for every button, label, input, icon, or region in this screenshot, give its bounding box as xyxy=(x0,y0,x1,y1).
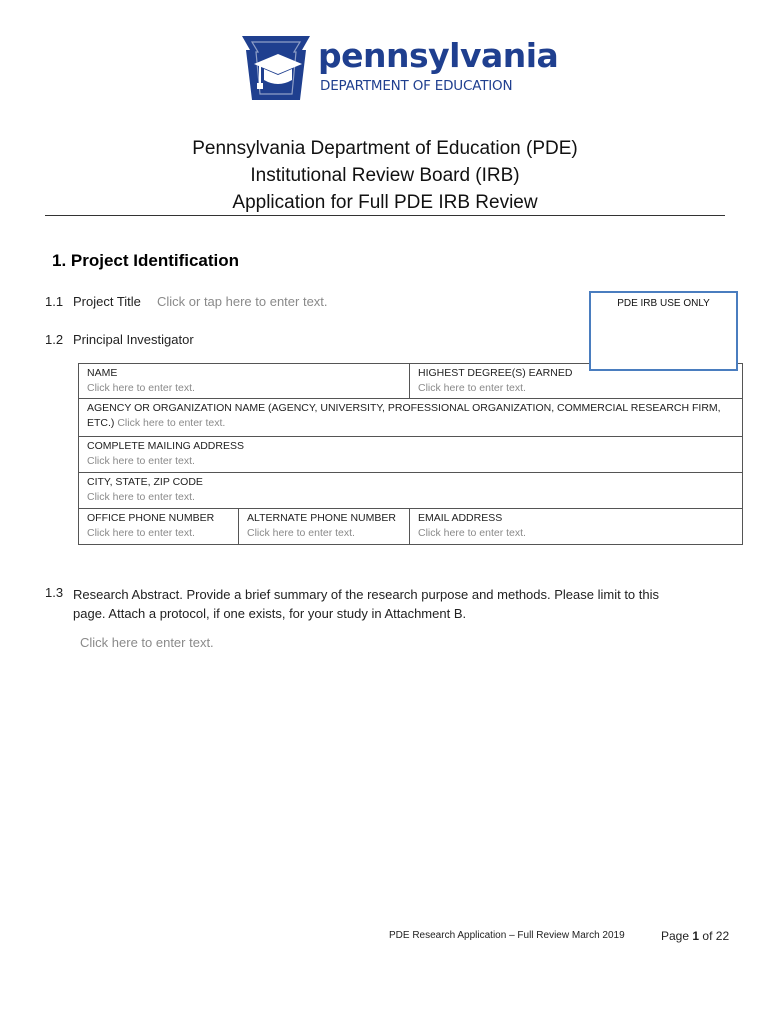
logo-wordmark: pennsylvania xyxy=(318,36,559,75)
pi-email-label: EMAIL ADDRESS xyxy=(418,512,503,524)
pde-logo xyxy=(240,30,559,105)
footer-page-total: 22 xyxy=(715,929,730,943)
project-title-number: 1.1 xyxy=(45,294,64,309)
project-title-input[interactable]: Click or tap here to enter text. xyxy=(157,294,328,309)
title-divider xyxy=(45,215,725,216)
keystone-graduation-cap-icon xyxy=(240,30,312,105)
footer-page-prefix: Page xyxy=(661,929,690,943)
pi-address-cell xyxy=(79,437,743,473)
footer-page-current: 1 xyxy=(692,929,700,943)
title-line-3: Application for Full PDE IRB Review xyxy=(232,192,538,213)
pi-city-label: CITY, STATE, ZIP CODE xyxy=(87,476,203,488)
title-line-1: Pennsylvania Department of Education (PDE) xyxy=(192,138,578,159)
irb-use-only-label: PDE IRB USE ONLY xyxy=(617,298,710,309)
pi-label: Principal Investigator xyxy=(73,332,194,347)
abstract-instructions-line1: Research Abstract. Provide a brief summary of the research purpose and methods. Please limit to this xyxy=(73,587,659,602)
pi-alt-phone-input[interactable]: Click here to enter text. xyxy=(247,527,355,539)
pi-office-phone-input[interactable]: Click here to enter text. xyxy=(87,527,195,539)
project-title-label: Project Title xyxy=(73,294,141,309)
pi-address-input[interactable]: Click here to enter text. xyxy=(87,455,195,467)
pi-agency-cell xyxy=(79,399,743,437)
abstract-input[interactable]: Click here to enter text. xyxy=(80,635,214,650)
pi-email-input[interactable]: Click here to enter text. xyxy=(418,527,526,539)
footer-page-number xyxy=(661,929,729,943)
pi-city-cell xyxy=(79,473,743,509)
abstract-instructions xyxy=(73,585,733,623)
title-line-2: Institutional Review Board (IRB) xyxy=(250,165,520,186)
pi-office-phone-label: OFFICE PHONE NUMBER xyxy=(87,512,215,524)
abstract-number: 1.3 xyxy=(45,585,64,600)
section-heading: 1. Project Identification xyxy=(52,251,240,270)
abstract-instructions-line2: page. Attach a protocol, if one exists, for your study in Attachment B. xyxy=(73,606,467,621)
principal-investigator-table xyxy=(78,363,743,545)
irb-use-only-box xyxy=(589,291,738,371)
pi-name-input[interactable]: Click here to enter text. xyxy=(87,382,195,394)
pi-alt-phone-label: ALTERNATE PHONE NUMBER xyxy=(247,512,396,524)
pi-name-cell xyxy=(79,364,410,399)
pi-name-label: NAME xyxy=(87,367,118,379)
footer-page-of: of xyxy=(702,929,713,943)
pi-email-cell xyxy=(410,509,743,545)
pi-address-label: COMPLETE MAILING ADDRESS xyxy=(87,440,244,452)
pi-degree-input[interactable]: Click here to enter text. xyxy=(418,382,526,394)
pi-city-input[interactable]: Click here to enter text. xyxy=(87,491,195,503)
pi-degree-label: HIGHEST DEGREE(S) EARNED xyxy=(418,367,573,379)
pi-agency-label: AGENCY OR ORGANIZATION NAME (AGENCY, UNIVERSITY, PROFESSIONAL ORGANIZATION, COMMERCIAL RESEARCH FIRM, ETC.) xyxy=(87,402,721,429)
footer-document-label: PDE Research Application – Full Review March 2019 xyxy=(389,930,625,941)
logo-subtitle: DEPARTMENT OF EDUCATION xyxy=(320,78,513,94)
pi-office-phone-cell xyxy=(79,509,239,545)
pi-agency-input[interactable]: Click here to enter text. xyxy=(117,417,226,429)
pi-number: 1.2 xyxy=(45,332,64,347)
pi-alt-phone-cell xyxy=(239,509,410,545)
